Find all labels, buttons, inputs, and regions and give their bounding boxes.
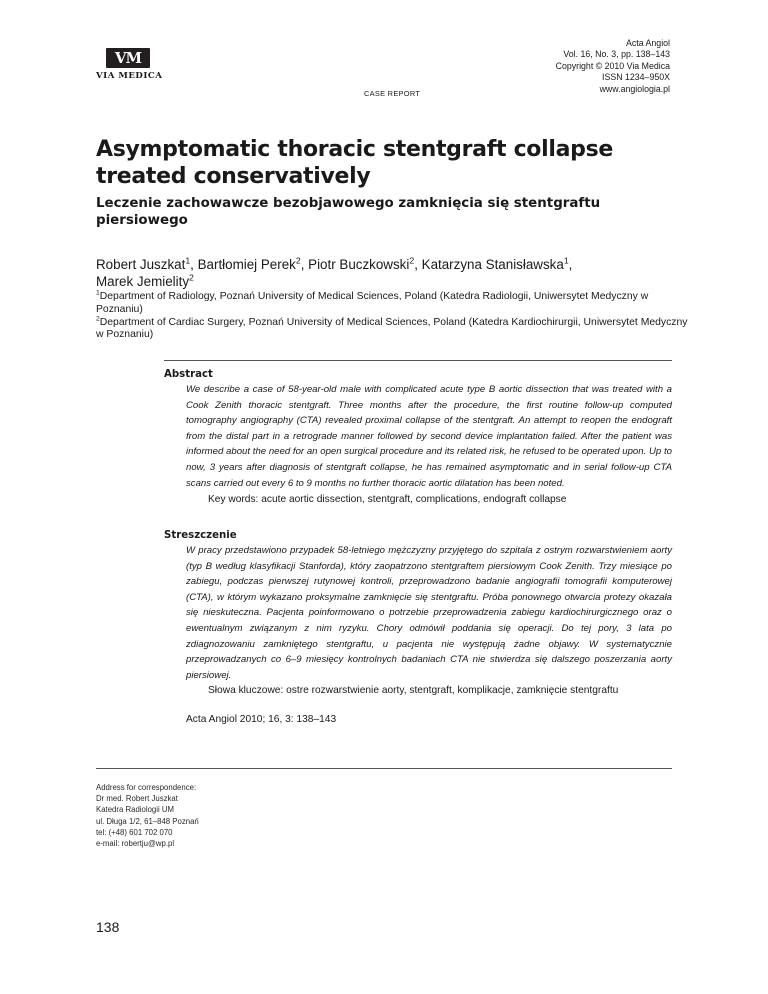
address-line: Dr med. Robert Juszkat xyxy=(96,794,178,804)
author-affiliation: 1 xyxy=(185,255,191,266)
abstract-section xyxy=(164,368,672,491)
journal-website[interactable]: www.angiologia.pl xyxy=(599,83,670,94)
affiliation: $^2$Department of Cardiac Surgery, Poznań University of Medical Sciences, Poland (Katedra Kardiochirurgii, Uniwersytet Medyczny w Poznaniu) xyxy=(96,315,688,341)
address-line: Katedra Radiologii UM xyxy=(96,805,175,815)
article-title: Asymptomatic thoracic stentgraft collapse treated conservatively xyxy=(96,137,614,189)
logo-mark: VM xyxy=(106,48,150,68)
author-affiliation: 1 xyxy=(563,255,569,266)
journal-copyright: Copyright © 2010 Via Medica xyxy=(555,60,670,71)
address-line: tel: (+48) 601 702 070 xyxy=(96,827,173,837)
abstract-heading: Abstract xyxy=(164,369,213,380)
author-affiliation: 2 xyxy=(409,255,415,266)
divider xyxy=(96,768,672,769)
author-name: Bartłomiej Perek xyxy=(197,257,296,272)
journal-issn: ISSN 1234–950X xyxy=(602,72,670,83)
citation: Acta Angiol 2010; 16, 3: 138–143 xyxy=(186,714,337,725)
abstract-body: We describe a case of 58-year-old male with complicated acute type B aortic dissection that was treated with a Cook Zenith thoracic stentgraft. Three months after the procedure, the first routine follow-up computed tomography angiography (CTA) revealed proximal collapse of the stentgraft. An attempt to reopen the endograft from the distal part in a retrograde manner followed by second device implantation failed. After the patient was informed about the need for an open surgical procedure and its related risk, he refused to be operated upon. Up to now, 3 years after diagnosis of stentgraft collapse, he has remained asymptomatic and in serial follow-up CTA scans carried out every 6 to 9 months no further thoracic aortic dilatation has been noted. xyxy=(186,384,672,489)
address-line: ul. Długa 1/2, 61–848 Poznań xyxy=(96,816,199,826)
journal-name: Acta Angiol xyxy=(625,38,670,48)
logo-text: VIA MEDICA xyxy=(96,71,163,81)
author-affiliation: 2 xyxy=(295,255,301,266)
author-name: Robert Juszkat xyxy=(96,257,186,272)
address-line: Address for correspondence: xyxy=(96,783,197,792)
journal-volume: Vol. 16, No. 3, pp. 138–143 xyxy=(563,49,670,60)
section-label: CASE REPORT xyxy=(364,89,421,98)
streszczenie-section xyxy=(164,529,672,683)
affiliations xyxy=(96,291,696,342)
correspondence-address xyxy=(96,782,199,849)
journal-info xyxy=(556,38,670,95)
keywords: Key words: acute aortic dissection, stentgraft, complications, endograft collapse xyxy=(208,494,567,505)
keywords-polish: Słowa kluczowe: ostre rozwarstwienie aorty, stentgraft, komplikacje, zamknięcie stentgraftu xyxy=(208,685,619,696)
streszczenie-body: W pracy przedstawiono przypadek 58-letniego mężczyzny przyjętego do szpitala z ostrym rozwarstwieniem aorty (typ B według klasyfikacji Stanforda), który zaopatrzono stentgraftem piersiowym Cook Zenith. Trzy miesiące po zabiegu, podczas pierwszej rutynowej kontroli, przeprowadzono badanie angiografii tomografii komputerowej (CTA), w którym wykazano proksymalne zamknięcie się stentgraftu. Próba ponownego otwarcia protezy okazała się nieskuteczna. Pacjenta poinformowano o potrzebie przeprowadzenia zabiegu kardiochirurgicznego oraz o ewentualnym związanym z nim ryzyku. Chory odmówił poddania się operacji. Do tej pory, 3 lata po zdiagnozowaniu zamkniętego stentgraftu, u pacjenta nie występują żadne objawy. W systematycznie przeprowadzanych co 6–9 miesięcy kontrolnych badaniach CTA nie stwierdza się dalszego poszerzania aorty piersiowej. xyxy=(186,545,672,681)
author-name: Piotr Buczkowski xyxy=(308,257,410,272)
author-affiliation: 2 xyxy=(189,272,194,283)
author-name: Marek Jemielity xyxy=(96,274,190,289)
email-link[interactable]: e-mail: robertju@wp.pl xyxy=(96,839,175,849)
affiliation: $^1$Department of Radiology, Poznań University of Medical Sciences, Poland (Katedra Radiologii, Uniwersytet Medyczny w Poznaniu) xyxy=(96,289,649,315)
article-subtitle: Leczenie zachowawcze bezobjawowego zamknięcia się stentgraftu piersiowego xyxy=(96,196,601,228)
divider xyxy=(164,360,672,361)
publisher-logo xyxy=(96,48,162,81)
author-name: Katarzyna Stanisławska xyxy=(421,257,564,272)
streszczenie-heading: Streszczenie xyxy=(164,530,237,541)
page-number: 138 xyxy=(96,919,120,935)
author-list: Robert Juszkat$^1$, Bartłomiej Perek$^2$, Piotr Buczkowski$^2$, Katarzyna Stanisławska$^1$, Marek Jemielity$^2$ xyxy=(96,255,573,289)
